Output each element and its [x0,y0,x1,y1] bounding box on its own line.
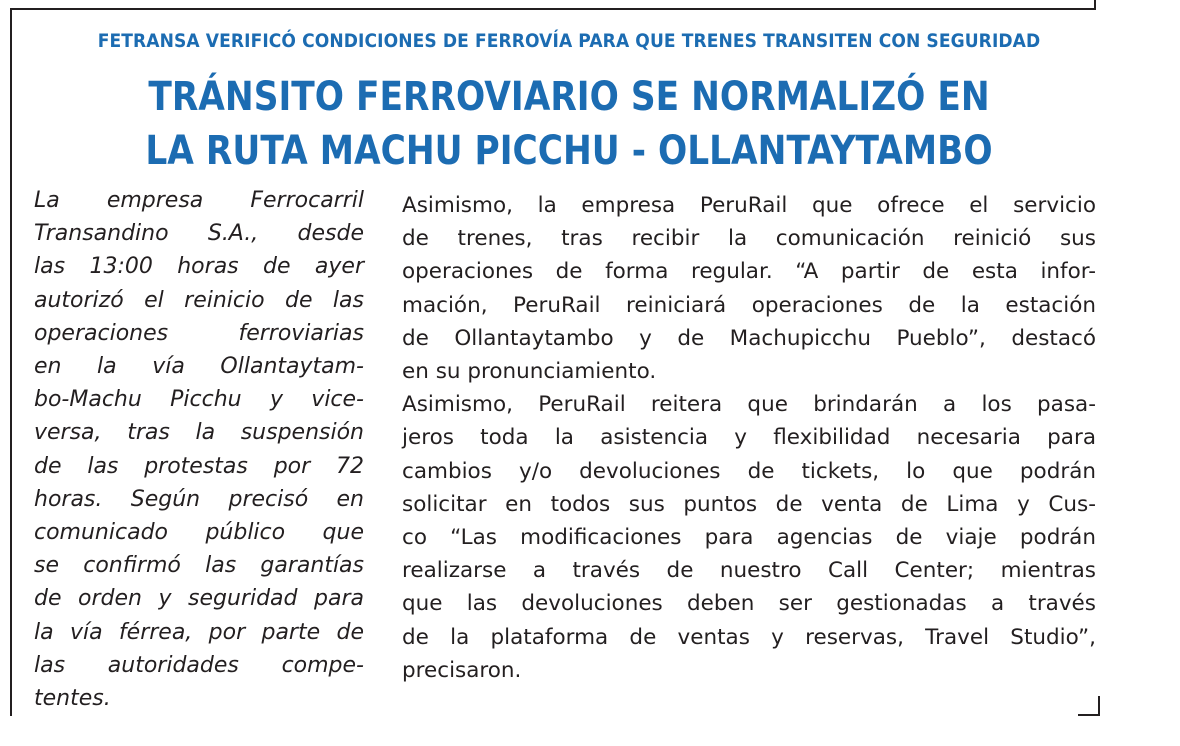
lead-line: en la vía Ollantaytam- [34,354,364,380]
lead-line: de las protestas por 72 [34,453,364,479]
body-line: precisaron. [402,657,522,683]
headline-line: TRÁNSITO FERROVIARIO SE NORMALIZÓ EN [148,74,990,120]
frame-top-rule [10,8,1096,10]
body-line: co “Las modificaciones para agencias de viaje podrán [402,525,1096,551]
body-line: de Ollantaytambo y de Machupicchu Pueblo”, destacó [402,325,1096,351]
lead-line: las autoridades compe- [34,652,364,678]
body-line: realizarse a través de nuestro Call Center; mientras [402,558,1096,584]
article-kicker: FETRANSA VERIFICÓ CONDICIONES DE FERROVÍA PARA QUE TRENES TRANSITEN CON SEGURIDAD [97,30,1041,52]
crop-mark [1078,696,1100,716]
body-line: operaciones de forma regular. “A partir de esta infor- [402,259,1096,285]
body-line: mación, PeruRail reiniciará operaciones de la estación [402,292,1096,318]
lead-line: la vía férrea, por parte de [34,619,364,645]
frame-left-rule [10,8,12,716]
lead-line: versa, tras la suspensión [34,420,364,446]
lead-line: bo-Machu Picchu y vice- [34,387,364,413]
lead-line: La empresa Ferrocarril [34,188,364,213]
lead-line: Transandino S.A., desde [34,221,364,247]
body-line: de la plataforma de ventas y reservas, Travel Studio”, [402,624,1096,650]
body-line: de trenes, tras recibir la comunicación reinició sus [402,226,1096,252]
headline-line: LA RUTA MACHU PICCHU - OLLANTAYTAMBO [145,128,993,174]
lead-line: de orden y seguridad para [34,586,364,612]
body-line: Asimismo, la empresa PeruRail que ofrece el servicio [402,193,1096,218]
lead-line: horas. Según precisó en [34,486,364,512]
body-column [402,189,1096,687]
body-line: solicitar en todos sus puntos de venta de Lima y Cus- [402,491,1096,517]
lead-line: operaciones ferroviarias [34,320,364,346]
lead-line: las 13:00 horas de ayer [34,254,364,280]
lead-line: autorizó el reinicio de las [34,287,364,313]
lead-line: tentes. [34,686,111,712]
lead-column [34,184,364,715]
frame-right-tick [1094,0,1096,10]
body-line: en su pronunciamiento. [402,359,657,385]
body-line: jeros toda la asistencia y flexibilidad necesaria para [402,425,1096,451]
body-line: que las devoluciones deben ser gestionadas a través [402,591,1096,617]
lead-line: se confirmó las garantías [34,553,364,579]
body-line: cambios y/o devoluciones de tickets, lo que podrán [402,458,1096,484]
lead-line: comunicado público que [34,520,364,546]
article-headline [92,70,1047,178]
body-line: Asimismo, PeruRail reitera que brindarán a los pasa- [402,392,1096,418]
